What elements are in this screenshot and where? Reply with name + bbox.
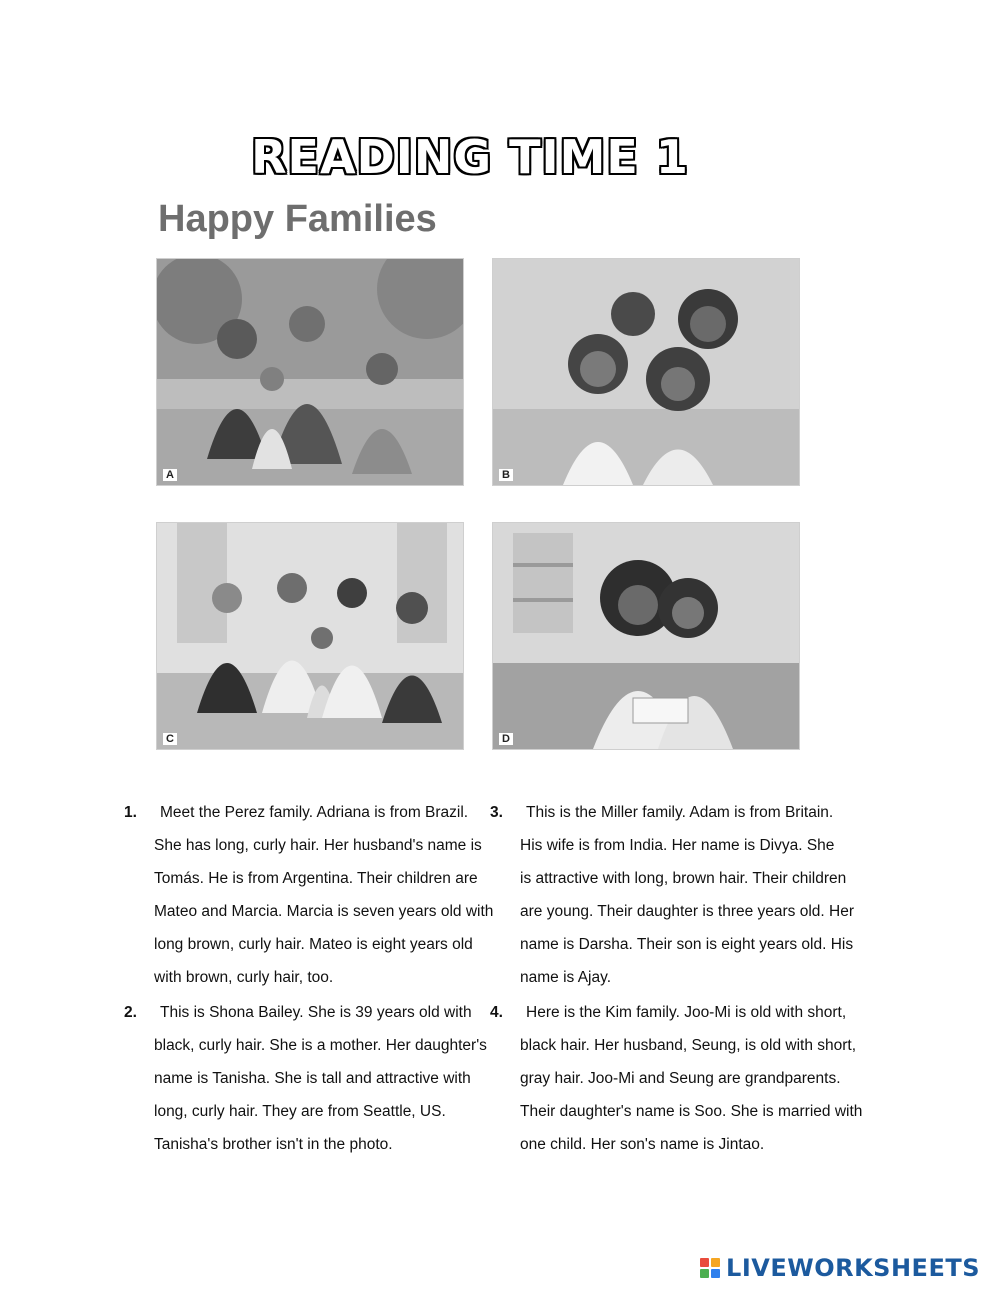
paragraph-line: name is Tanisha. She is tall and attractive with bbox=[154, 1070, 471, 1087]
paragraph-line: name is Ajay. bbox=[520, 969, 612, 986]
paragraph-line: Meet the Perez family. Adriana is from Brazil. bbox=[160, 804, 469, 821]
paragraph-number: 4. bbox=[490, 1004, 503, 1021]
photo-a-label: A bbox=[163, 469, 177, 481]
photo-c bbox=[156, 522, 464, 750]
paragraph-line: is attractive with long, brown hair. Their children bbox=[520, 870, 847, 887]
paragraph-number: 1. bbox=[124, 804, 137, 821]
page-title: READING TIME 1 bbox=[251, 130, 689, 184]
paragraph-line: with brown, curly hair, too. bbox=[154, 969, 334, 986]
photo-d-label: D bbox=[499, 733, 513, 745]
paragraph-number: 3. bbox=[490, 804, 503, 821]
paragraph-line: one child. Her son's name is Jintao. bbox=[520, 1136, 765, 1153]
photo-a bbox=[156, 258, 464, 486]
paragraph-line: Their daughter's name is Soo. She is married with bbox=[520, 1103, 863, 1120]
paragraph-number: 2. bbox=[124, 1004, 137, 1021]
page-subtitle: Happy Families bbox=[158, 198, 437, 240]
paragraph-line: This is Shona Bailey. She is 39 years old with bbox=[160, 1004, 472, 1021]
family-photo-image bbox=[157, 259, 463, 485]
paragraph-line: black, curly hair. She is a mother. Her daughter's bbox=[154, 1037, 487, 1054]
paragraph-line: name is Darsha. Their son is eight years old. His bbox=[520, 936, 854, 953]
paragraph-line: His wife is from India. Her name is Divya. She bbox=[520, 837, 835, 854]
paragraph-line: black hair. Her husband, Seung, is old with short, bbox=[520, 1037, 857, 1054]
paragraph-line: Here is the Kim family. Joo-Mi is old with short, bbox=[526, 1004, 847, 1021]
paragraph-line: She has long, curly hair. Her husband's name is bbox=[154, 837, 482, 854]
paragraph-line: long, curly hair. They are from Seattle, US. bbox=[154, 1103, 446, 1120]
liveworksheets-logo bbox=[700, 1254, 980, 1282]
family-photo-image bbox=[493, 523, 799, 749]
family-photo-image bbox=[493, 259, 799, 485]
photo-b bbox=[492, 258, 800, 486]
photo-c-label: C bbox=[163, 733, 177, 745]
paragraph-line: are young. Their daughter is three years old. Her bbox=[520, 903, 855, 920]
paragraph-line: Tomás. He is from Argentina. Their children are bbox=[154, 870, 478, 887]
paragraph-line: gray hair. Joo-Mi and Seung are grandparents. bbox=[520, 1070, 841, 1087]
photo-b-label: B bbox=[499, 469, 513, 481]
logo-icon bbox=[700, 1258, 720, 1278]
paragraph-line: Tanisha's brother isn't in the photo. bbox=[154, 1136, 393, 1153]
paragraph-line: This is the Miller family. Adam is from Britain. bbox=[526, 804, 834, 821]
family-photo-image bbox=[157, 523, 463, 749]
photo-d bbox=[492, 522, 800, 750]
brand-name: LIVEWORKSHEETS bbox=[726, 1254, 980, 1282]
paragraph-line: Mateo and Marcia. Marcia is seven years old with bbox=[154, 903, 494, 920]
paragraph-line: long brown, curly hair. Mateo is eight years old bbox=[154, 936, 473, 953]
